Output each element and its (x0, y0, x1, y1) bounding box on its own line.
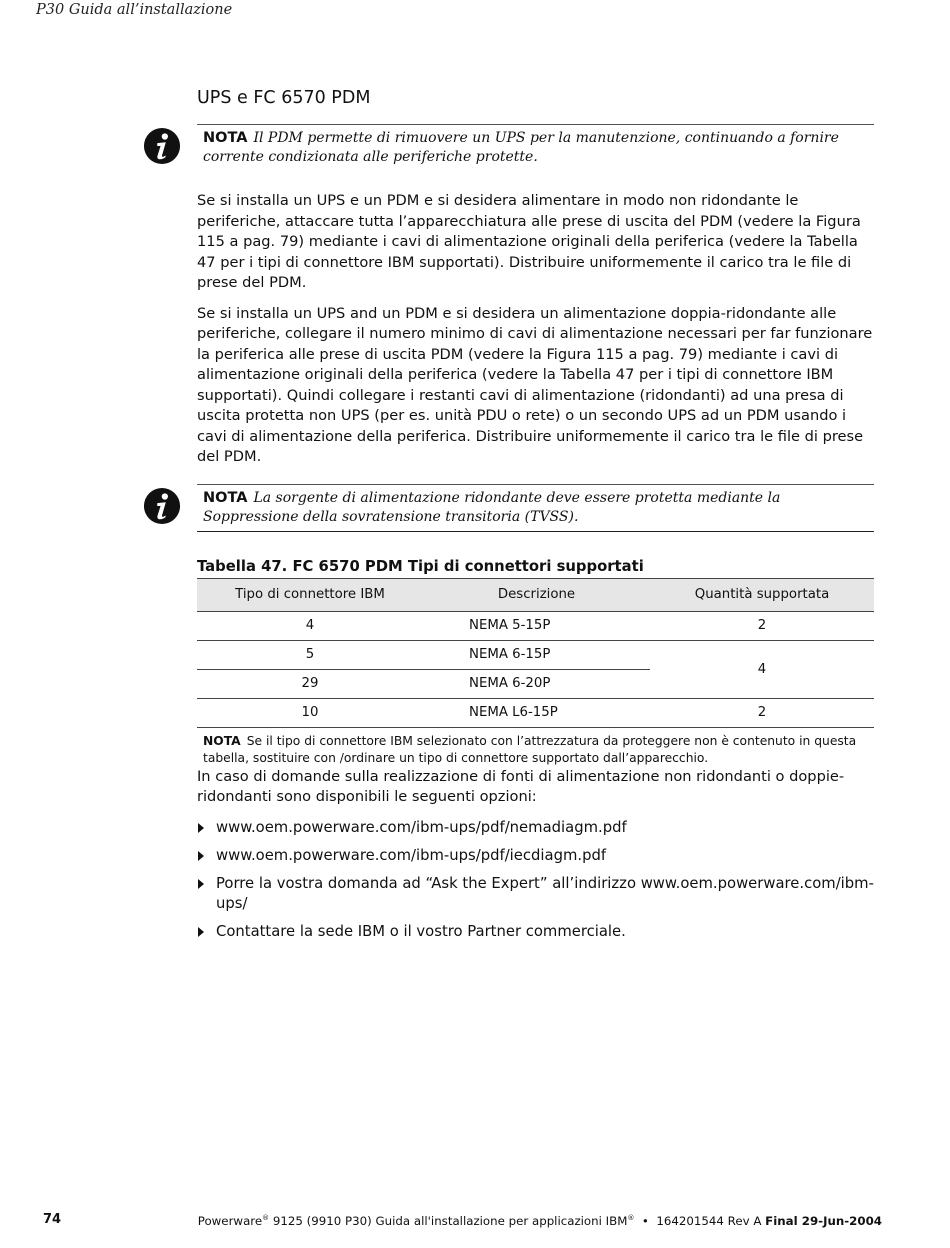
table-row (197, 611, 874, 640)
closing-intro: In caso di domande sulla realizzazione di fonti di alimentazione non ridondanti o doppie-ridondanti sono disponibili le seguenti opzioni: (197, 767, 845, 805)
page-content (197, 88, 874, 950)
note-text (203, 489, 868, 527)
info-icon (143, 127, 181, 165)
footer-product: 9125 (9910 P30) Guida all'installazione per applicazioni IBM (272, 1214, 628, 1228)
quantity-cell: 4 (650, 640, 874, 698)
paragraph: Se si installa un UPS e un PDM e si desidera alimentare in modo non ridondante le periferiche, attaccare tutta l’apparecchiatura alle prese di uscita del PDM (vedere la Figura 115 a pag. 79) mediante i cavi di alimentazione originali della periferica (vedere la Tabella 47 per i tipi di connettore IBM supportati). Distribuire uniformemente il carico tra le file di prese del PDM. (197, 192, 861, 291)
table-header-row (197, 578, 874, 611)
note-box (197, 484, 874, 532)
description-cell: NEMA 5-15P (423, 611, 650, 640)
note-label: NOTA (203, 130, 248, 146)
table-caption: Tabella 47. FC 6570 PDM Tipi di connettori supportati (197, 557, 644, 575)
list-item (197, 874, 874, 914)
option-text: Porre la vostra domanda ad “Ask the Expert” all’indirizzo www.oem.powerware.com/ibm-ups/ (216, 874, 874, 912)
footer-brand: Powerware (197, 1214, 263, 1228)
footer-doc-id: 164201544 Rev A (656, 1214, 762, 1228)
paragraph: Se si installa un UPS and un PDM e si desidera un alimentazione doppia-ridondante alle periferiche, collegare il numero minimo di cavi di alimentazione necessari per far funzionare la periferica alle prese di uscita PDM (vedere la Figura 115 a pag. 79) mediante i cavi di alimentazione originali della periferica (vedere la Tabella 47 per i tipi di connettore IBM supportati). Quindi collegare i restanti cavi di alimentazione (ridondanti) ad una presa di uscita protetta non UPS (per es. unità PDU o rete) o un secondo UPS ad un PDM usando i cavi di alimentazione della periferica. Distribuire uniformemente il carico tra le file di prese del PDM. (197, 304, 873, 465)
quantity-cell: 2 (650, 611, 874, 640)
footer-status: Final 29-Jun-2004 (765, 1214, 882, 1228)
option-text: www.oem.powerware.com/ibm-ups/pdf/iecdiagm.pdf (216, 846, 607, 864)
connector-table (197, 578, 874, 728)
footer-text (198, 1214, 882, 1228)
note-box (197, 124, 874, 171)
table-note-label: NOTA (203, 733, 241, 748)
page-number: 74 (43, 1212, 62, 1227)
bullet-triangle-icon (198, 823, 204, 833)
running-head: P30 Guida all’installazione (36, 2, 233, 18)
table-row (197, 640, 874, 669)
table-row (197, 698, 874, 727)
options-list (197, 818, 874, 942)
description-cell: NEMA L6-15P (423, 698, 650, 727)
column-header: Descrizione (423, 578, 650, 611)
connector-type-cell: 29 (197, 669, 423, 698)
registered-mark: ® (262, 1214, 270, 1223)
section-title: UPS e FC 6570 PDM (197, 88, 371, 108)
option-text: Contattare la sede IBM o il vostro Partner commerciale. (216, 922, 626, 940)
note-label: NOTA (203, 489, 248, 506)
connector-type-cell: 10 (197, 698, 423, 727)
description-cell: NEMA 6-15P (423, 640, 650, 669)
note-body: La sorgente di alimentazione ridondante deve essere protetta mediante la Soppressione della sovratensione transitoria (TVSS). (203, 489, 781, 525)
connector-type-cell: 4 (197, 611, 423, 640)
connector-type-cell: 5 (197, 640, 423, 669)
column-header: Quantità supportata (650, 578, 874, 611)
list-item (197, 922, 874, 942)
option-text: www.oem.powerware.com/ibm-ups/pdf/nemadiagm.pdf (216, 818, 627, 836)
info-icon (143, 487, 181, 525)
table-note (203, 733, 868, 767)
description-cell: NEMA 6-20P (423, 669, 650, 698)
footer-bullet: • (641, 1214, 649, 1228)
note-body: Il PDM permette di rimuovere un UPS per la manutenzione, continuando a fornire corrente condizionata alle periferiche protette. (203, 130, 839, 165)
bullet-triangle-icon (198, 927, 204, 937)
column-header: Tipo di connettore IBM (197, 578, 423, 611)
bullet-triangle-icon (198, 851, 204, 861)
list-item (197, 846, 874, 866)
registered-mark: ® (627, 1214, 635, 1223)
note-text (203, 129, 868, 167)
bullet-triangle-icon (198, 879, 204, 889)
quantity-cell: 2 (650, 698, 874, 727)
table-note-text: Se il tipo di connettore IBM selezionato con l’attrezzatura da proteggere non è contenuto in questa tabella, sostituire con /ordinare un tipo di connettore supportato dall’apparecchio. (203, 733, 857, 765)
list-item (197, 818, 874, 838)
